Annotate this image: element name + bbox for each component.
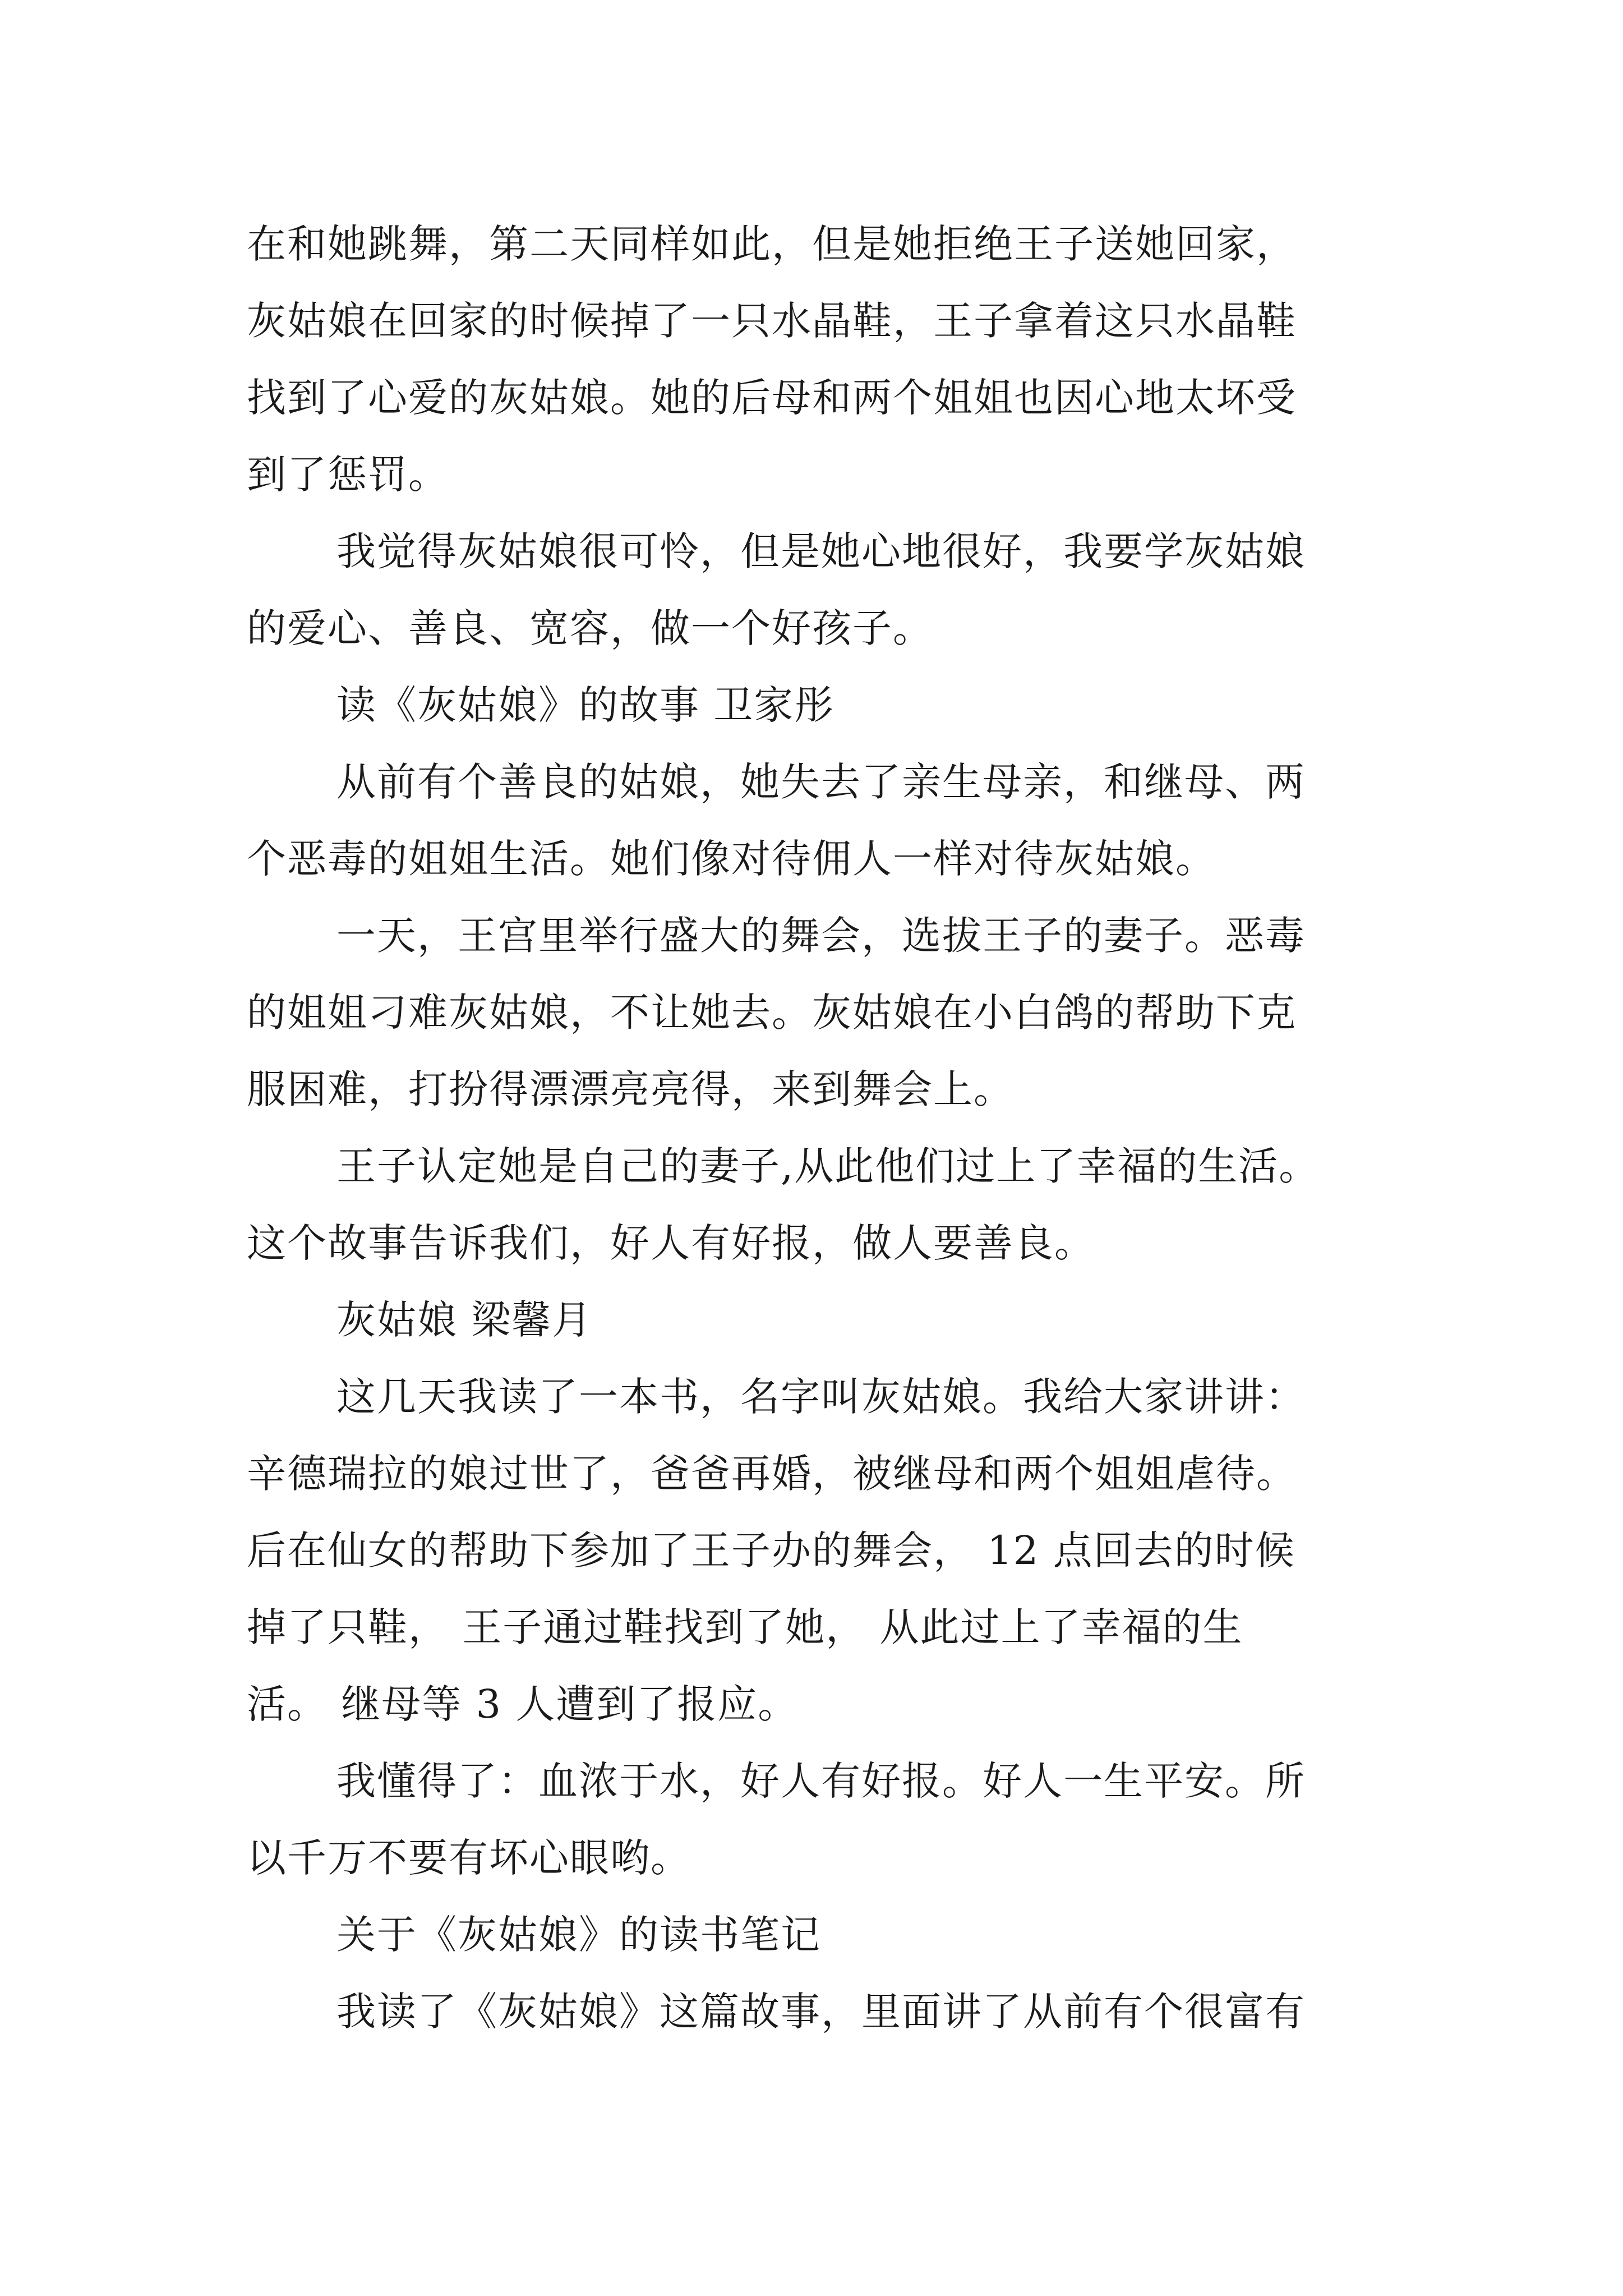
text-line: 这个故事告诉我们，好人有好报，做人要善良。 bbox=[247, 1220, 1095, 1266]
text-line: 找到了心爱的灰姑娘。她的后母和两个姐姐也因心地太坏受 bbox=[247, 375, 1297, 421]
text-line: 个恶毒的姐姐生活。她们像对待佣人一样对待灰姑娘。 bbox=[247, 836, 1216, 882]
section-heading: 读《灰姑娘》的故事 卫家彤 bbox=[336, 682, 835, 728]
text-line: 掉了只鞋， 王子通过鞋找到了她， 从此过上了幸福的生 bbox=[247, 1604, 1243, 1650]
section-heading: 关于《灰姑娘》的读书笔记 bbox=[336, 1912, 821, 1958]
text-line: 在和她跳舞，第二天同样如此，但是她拒绝王子送她回家， bbox=[247, 221, 1297, 267]
text-line: 的姐姐刁难灰姑娘，不让她去。灰姑娘在小白鸽的帮助下克 bbox=[247, 990, 1297, 1036]
section-heading: 灰姑娘 梁馨月 bbox=[336, 1297, 593, 1343]
paragraph-start-line: 我懂得了：血浓于水，好人有好报。好人一生平安。所 bbox=[336, 1758, 1306, 1804]
text-line: 活。 继母等 3 人遭到了报应。 bbox=[247, 1681, 799, 1727]
text-line: 到了惩罚。 bbox=[247, 452, 449, 498]
paragraph-start-line: 我觉得灰姑娘很可怜，但是她心地很好，我要学灰姑娘 bbox=[336, 528, 1306, 574]
text-line: 灰姑娘在回家的时候掉了一只水晶鞋，王子拿着这只水晶鞋 bbox=[247, 298, 1297, 344]
text-line: 服困难，打扮得漂漂亮亮得，来到舞会上。 bbox=[247, 1066, 1014, 1112]
paragraph-start-line: 从前有个善良的姑娘，她失去了亲生母亲，和继母、两 bbox=[336, 759, 1306, 805]
paragraph-start-line: 这几天我读了一本书，名字叫灰姑娘。我给大家讲讲： bbox=[336, 1374, 1306, 1420]
paragraph-start-line: 我读了《灰姑娘》这篇故事，里面讲了从前有个很富有 bbox=[336, 1989, 1306, 2035]
text-line: 以千万不要有坏心眼哟。 bbox=[247, 1835, 691, 1881]
text-line: 的爱心、善良、宽容，做一个好孩子。 bbox=[247, 605, 933, 651]
paragraph-start-line: 王子认定她是自己的妻子,从此他们过上了幸福的生活。 bbox=[336, 1143, 1320, 1189]
text-line: 辛德瑞拉的娘过世了，爸爸再婚，被继母和两个姐姐虐待。 bbox=[247, 1451, 1297, 1497]
text-line: 后在仙女的帮助下参加了王子办的舞会， 12 点回去的时候 bbox=[247, 1527, 1295, 1573]
paragraph-start-line: 一天，王宫里举行盛大的舞会，选拔王子的妻子。恶毒 bbox=[336, 913, 1306, 959]
